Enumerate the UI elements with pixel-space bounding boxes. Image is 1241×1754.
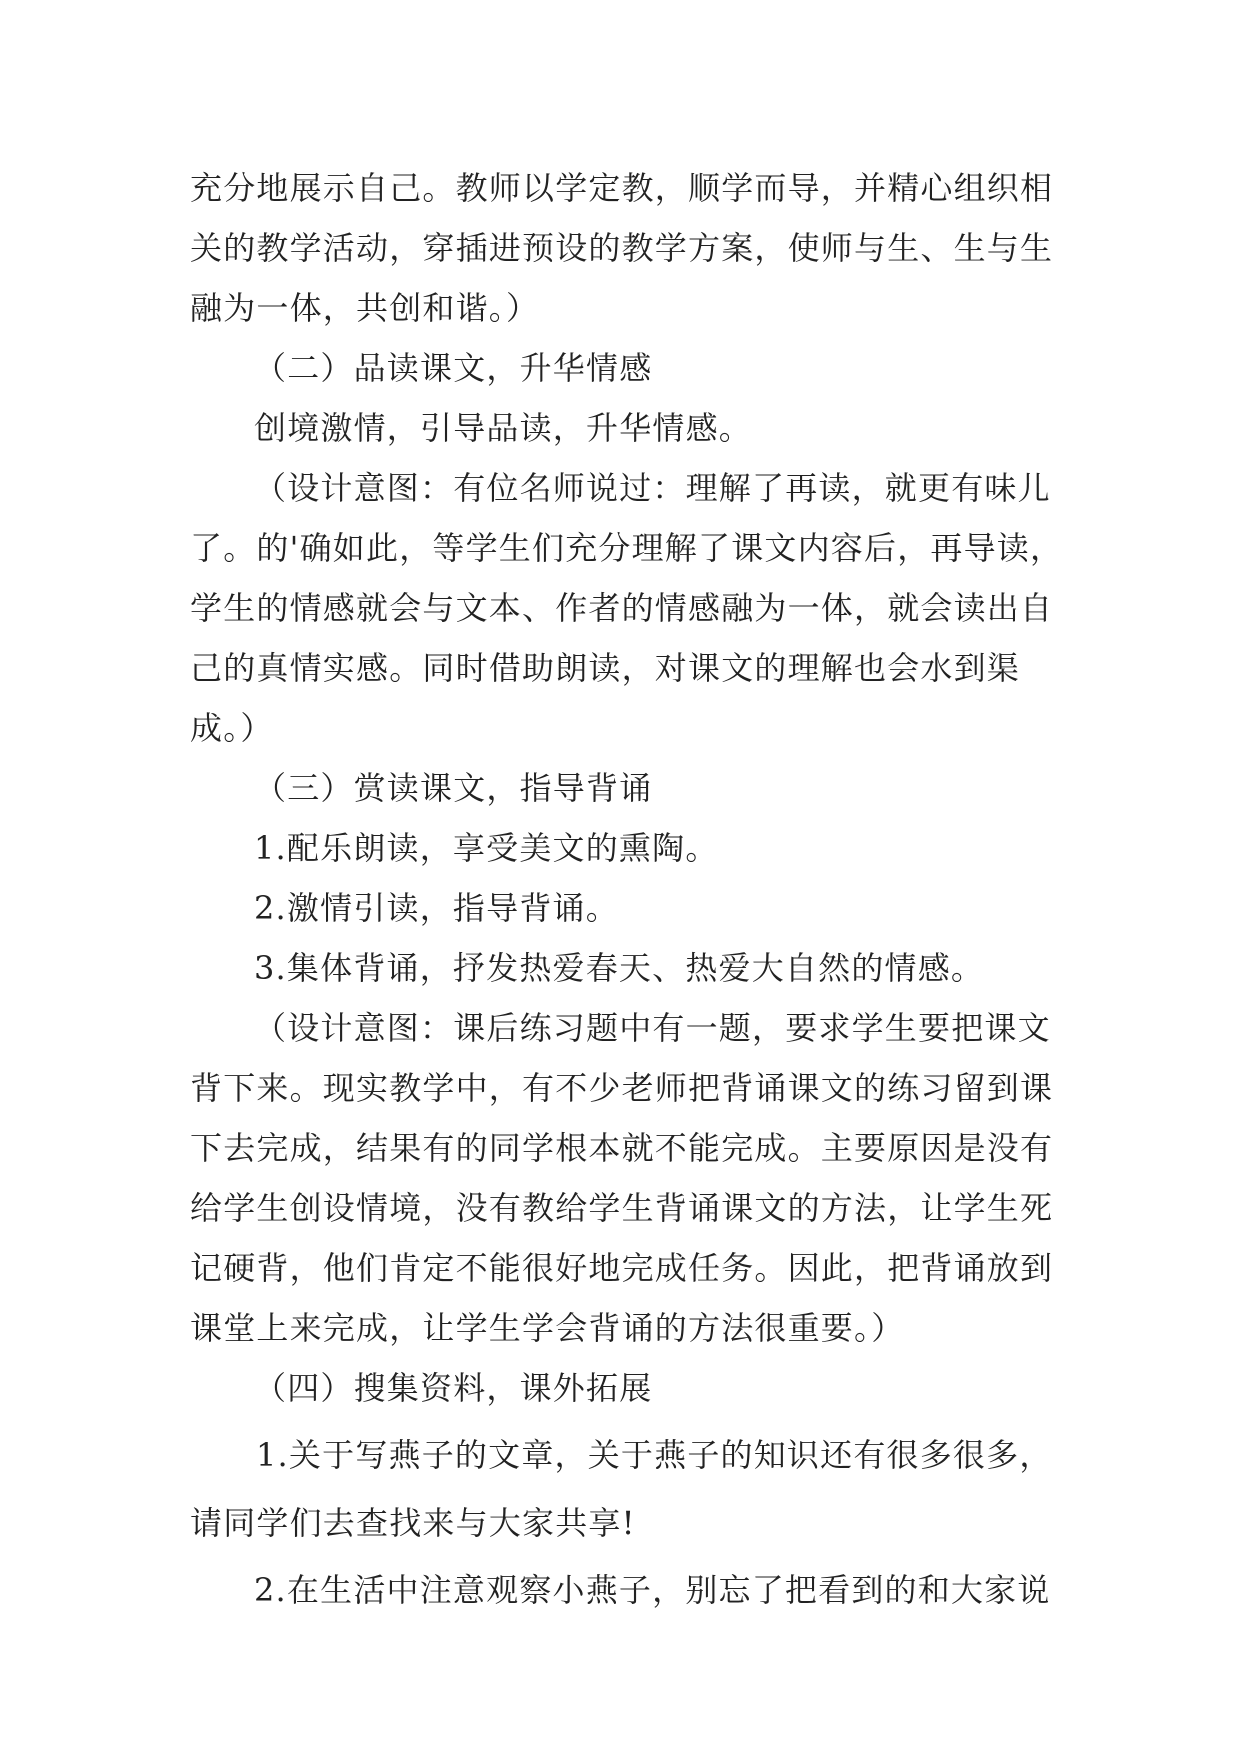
list-item: 2.在生活中注意观察小燕子，别忘了把看到的和大家说 <box>254 1571 1051 1609</box>
paragraph-line: 融为一体，共创和谐。） <box>190 289 540 327</box>
paragraph-line: 了。的'确如此，等学生们充分理解了课文内容后，再导读， <box>190 529 1064 567</box>
section-heading: （四）搜集资料，课外拓展 <box>254 1369 653 1407</box>
paragraph-line: 给学生创设情境，没有教给学生背诵课文的方法，让学生死 <box>190 1189 1054 1227</box>
list-item: 1.关于写燕子的文章，关于燕子的知识还有很多很多， <box>256 1436 1053 1474</box>
paragraph-line: 课堂上来完成，让学生学会背诵的方法很重要。） <box>190 1309 905 1347</box>
paragraph-line: 己的真情实感。同时借助朗读，对课文的理解也会水到渠 <box>190 649 1021 687</box>
paragraph-line: 记硬背，他们肯定不能很好地完成任务。因此，把背诵放到 <box>190 1249 1054 1287</box>
document-body <box>190 158 1064 1628</box>
paragraph-line: 背下来。现实教学中，有不少老师把背诵课文的练习留到课 <box>190 1069 1054 1107</box>
section-heading: （三）赏读课文，指导背诵 <box>254 769 653 807</box>
paragraph-line: 成。） <box>190 709 274 747</box>
paragraph-line: 创境激情，引导品读，升华情感。 <box>254 409 753 447</box>
paragraph-line: （设计意图：有位名师说过：理解了再读，就更有味儿 <box>254 469 1051 507</box>
paragraph-line: 下去完成，结果有的同学根本就不能完成。主要原因是没有 <box>190 1129 1054 1167</box>
paragraph-line: 学生的情感就会与文本、作者的情感融为一体，就会读出自 <box>190 589 1054 627</box>
list-item: 3.集体背诵，抒发热爱春天、热爱大自然的情感。 <box>254 949 985 987</box>
list-item: 1.配乐朗读，享受美文的熏陶。 <box>254 829 719 867</box>
list-item: 2.激情引读，指导背诵。 <box>254 889 619 927</box>
paragraph-line: 请同学们去查找来与大家共享! <box>190 1504 636 1542</box>
paragraph-line: 关的教学活动，穿插进预设的教学方案，使师与生、生与生 <box>190 229 1054 267</box>
section-heading: （二）品读课文，升华情感 <box>254 349 653 387</box>
paragraph-line: （设计意图：课后练习题中有一题，要求学生要把课文 <box>254 1009 1051 1047</box>
paragraph-line: 充分地展示自己。教师以学定教，顺学而导，并精心组织相 <box>190 169 1054 207</box>
